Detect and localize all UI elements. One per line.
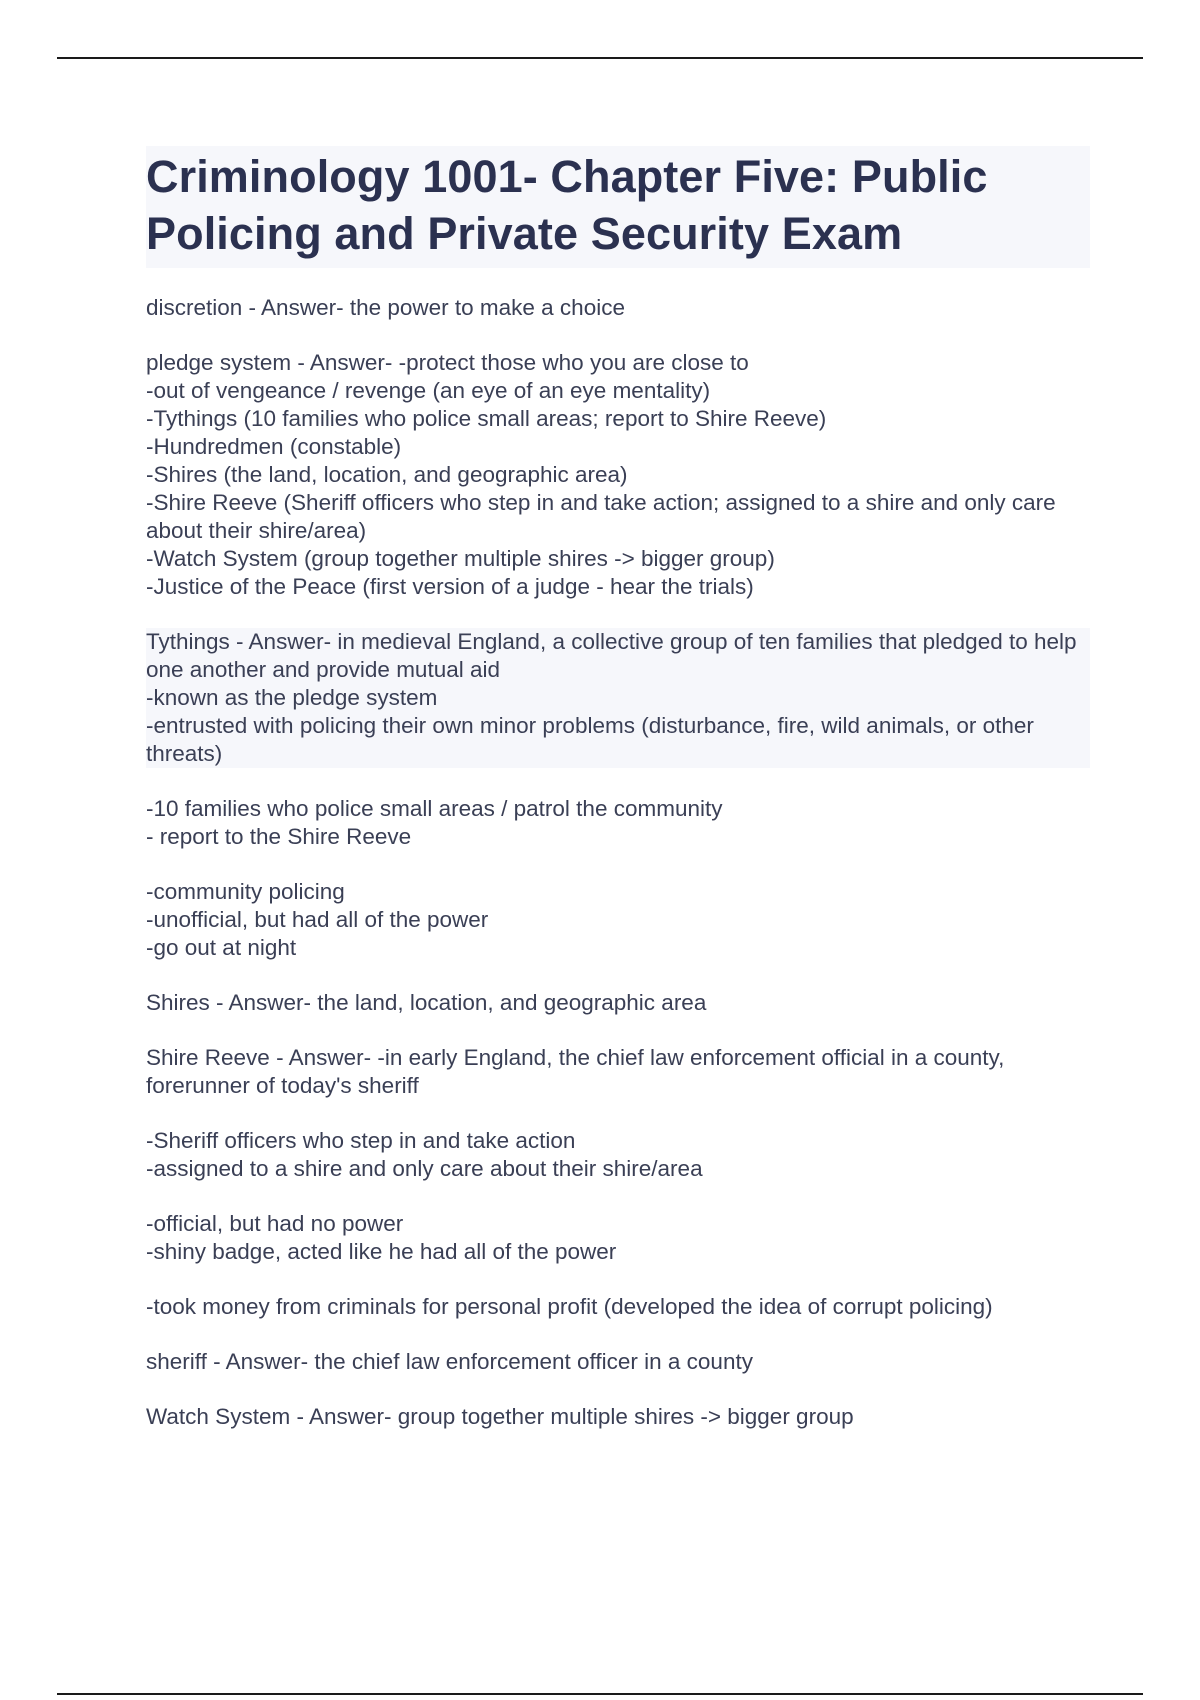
text-line: -Sheriff officers who step in and take action (146, 1128, 576, 1153)
qa-shires (146, 989, 1090, 1017)
qa-shire-reeve-notes-1 (146, 1127, 1090, 1183)
text-line: discretion - Answer- the power to make a choice (146, 295, 625, 320)
text-line: -community policing (146, 879, 345, 904)
text-line: -go out at night (146, 935, 297, 960)
text-line: -Shire Reeve (Sheriff officers who step in and take action; assigned to a shire and only care about their shire/area) (146, 490, 1062, 543)
text-line: - report to the Shire Reeve (146, 824, 412, 849)
top-divider (57, 57, 1143, 59)
qa-tythings-notes (146, 795, 1090, 851)
text-line: -official, but had no power (146, 1211, 404, 1236)
text-line: pledge system - Answer- -protect those who you are close to (146, 350, 749, 375)
qa-watch-system (146, 1403, 1090, 1431)
text-line: Shire Reeve - Answer- -in early England, the chief law enforcement official in a county, forerunner of today's sheriff (146, 1045, 1011, 1098)
qa-list (146, 294, 1090, 1431)
text-line: -took money from criminals for personal profit (developed the idea of corrupt policing) (146, 1294, 993, 1319)
text-line: Watch System - Answer- group together multiple shires -> bigger group (146, 1404, 854, 1429)
text-line: -entrusted with policing their own minor problems (disturbance, fire, wild animals, or other threats) (146, 713, 1041, 766)
text-line: Tythings - Answer- in medieval England, a collective group of ten families that pledged to help one another and provide mutual aid (146, 629, 1083, 682)
text-line: -10 families who police small areas / patrol the community (146, 796, 723, 821)
text-line: -assigned to a shire and only care about their shire/area (146, 1156, 703, 1181)
text-line: -known as the pledge system (146, 685, 438, 710)
text-line: -out of vengeance / revenge (an eye of an eye mentality) (146, 378, 711, 403)
page-title: Criminology 1001- Chapter Five: Public Policing and Private Security Exam (146, 146, 1090, 268)
text-line: -Watch System (group together multiple shires -> bigger group) (146, 546, 775, 571)
text-line: -Justice of the Peace (first version of a judge - hear the trials) (146, 574, 754, 599)
text-line: -shiny badge, acted like he had all of the power (146, 1239, 617, 1264)
qa-discretion (146, 294, 1090, 322)
qa-community-notes (146, 878, 1090, 962)
qa-sheriff (146, 1348, 1090, 1376)
text-line: Shires - Answer- the land, location, and geographic area (146, 990, 707, 1015)
qa-shire-reeve-notes-2 (146, 1210, 1090, 1266)
qa-shire-reeve (146, 1044, 1090, 1100)
bottom-divider (57, 1693, 1143, 1695)
qa-tythings (146, 628, 1090, 768)
document-body (146, 146, 1090, 1458)
text-line: -Shires (the land, location, and geographic area) (146, 462, 628, 487)
text-line: -Tythings (10 families who police small areas; report to Shire Reeve) (146, 406, 827, 431)
text-line: sheriff - Answer- the chief law enforcement officer in a county (146, 1349, 753, 1374)
qa-shire-reeve-notes-3 (146, 1293, 1090, 1321)
text-line: -unofficial, but had all of the power (146, 907, 489, 932)
text-line: -Hundredmen (constable) (146, 434, 402, 459)
qa-pledge-system (146, 349, 1090, 601)
